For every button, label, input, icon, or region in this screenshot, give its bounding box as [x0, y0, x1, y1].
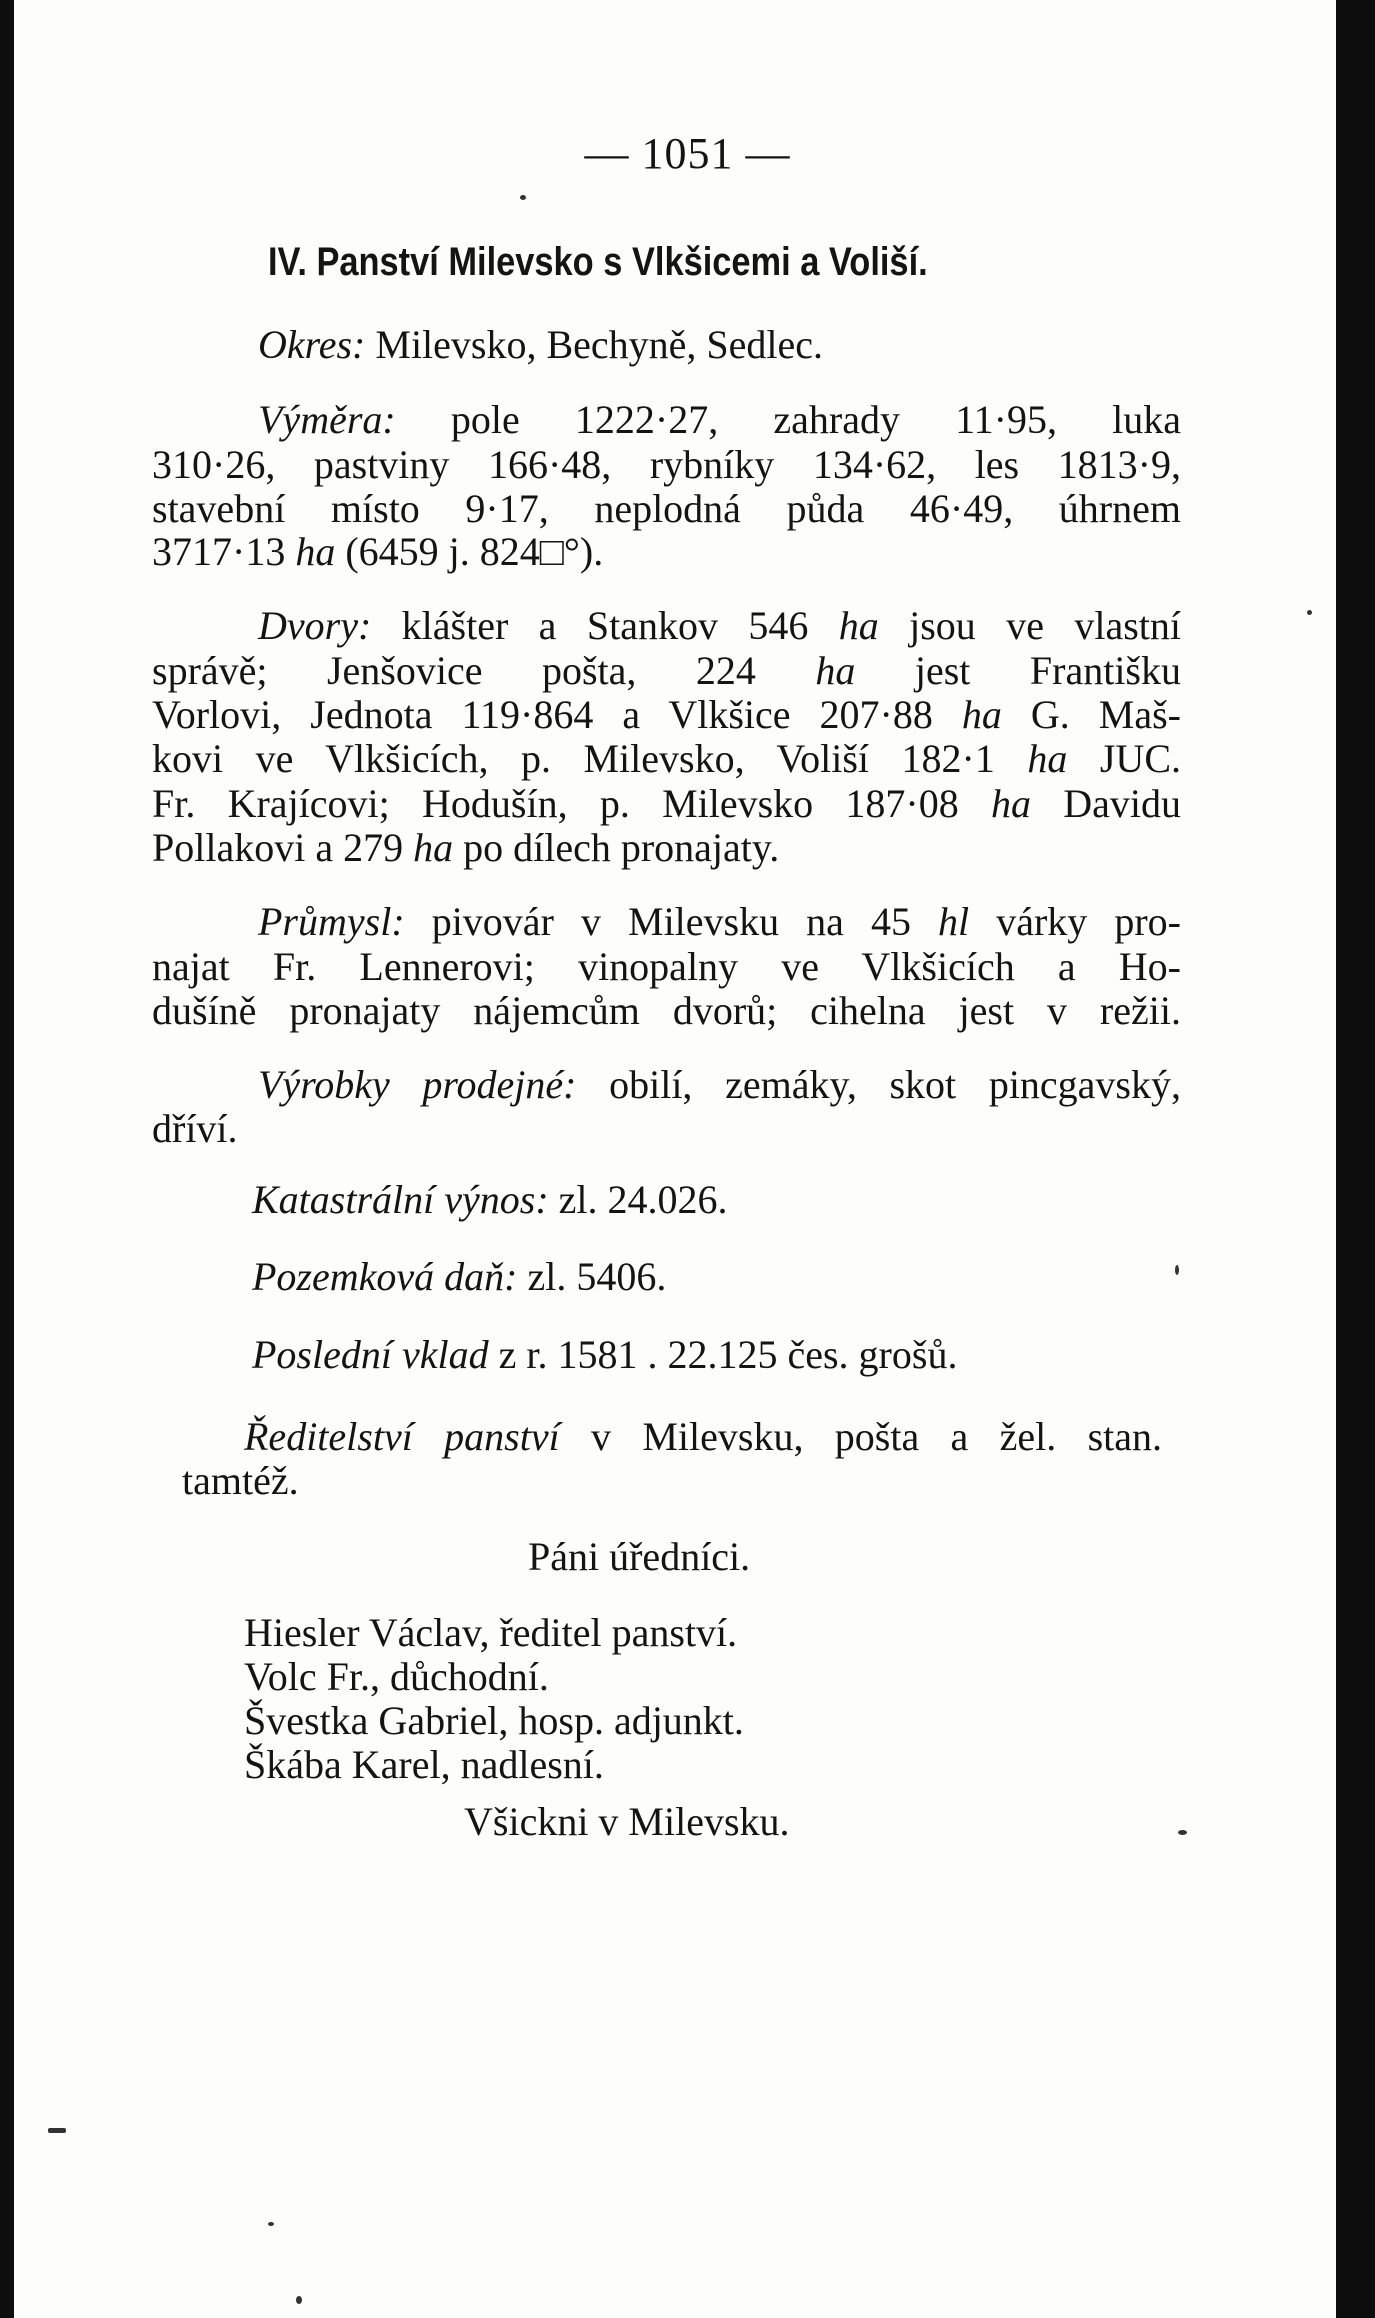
vyrobky-line-2: dříví.: [152, 1106, 238, 1151]
katastralni-label: Katastrální výnos:: [252, 1177, 549, 1222]
vymera-label: Výměra:: [258, 397, 396, 442]
scan-speck: [520, 195, 526, 200]
scan-speck: [1178, 1830, 1187, 1835]
urednik-entry: Volc Fr., důchodní.: [244, 1654, 549, 1699]
posledni-label: Poslední vklad: [252, 1332, 489, 1377]
page-number: — 1051 —: [584, 129, 791, 178]
section-heading: IV. Panství Milevsko s Vlkšicemi a Voliší.: [268, 240, 928, 284]
vymera-line-2: 310·26, pastviny 166·48, rybníky 134·62, les 1813·9,: [152, 442, 1181, 487]
closing-line: Všickni v Milevsku.: [464, 1799, 790, 1844]
vymera-line-4: 3717·13 ha (6459 j. 824□°).: [152, 529, 604, 574]
pozemkova-line: Pozemková daň: zl. 5406.: [252, 1254, 667, 1299]
dvory-line-5: Fr. Krajícovi; Hodušín, p. Milevsko 187·08 ha Davidu: [152, 781, 1181, 826]
riditelstvi-line-1: Ředitelství panství v Milevsku, pošta a žel. stan.: [244, 1414, 1163, 1459]
prumysl-line-3: dušíně pronajaty nájemcům dvorů; cihelna jest v režii.: [152, 988, 1181, 1033]
posledni-line: Poslední vklad z r. 1581 . 22.125 čes. grošů.: [252, 1332, 958, 1377]
vymera-line-3: stavební místo 9·17, neplodná půda 46·49, úhrnem: [152, 486, 1181, 531]
prumysl-label: Průmysl:: [258, 899, 405, 944]
scan-speck: [296, 2296, 302, 2304]
scan-speck: [48, 2128, 66, 2133]
urednici-heading: Páni úředníci.: [528, 1534, 751, 1579]
dvory-line-2: správě; Jenšovice pošta, 224 ha jest Františku: [152, 648, 1181, 693]
prumysl-line-1: Průmysl: pivovár v Milevsku na 45 hl várky pro-: [258, 899, 1181, 944]
urednik-entry: Škába Karel, nadlesní.: [244, 1742, 604, 1787]
katastralni-line: Katastrální výnos: zl. 24.026.: [252, 1177, 728, 1222]
dvory-line-6: Pollakovi a 279 ha po dílech pronajaty.: [152, 825, 780, 870]
dvory-label: Dvory:: [258, 603, 372, 648]
urednik-entry: Švestka Gabriel, hosp. adjunkt.: [244, 1698, 744, 1743]
vyrobky-label: Výrobky prodejné:: [258, 1062, 577, 1107]
prumysl-line-2: najat Fr. Lennerovi; vinopalny ve Vlkšicích a Ho-: [152, 944, 1181, 989]
vymera-line-1: Výměra: pole 1222·27, zahrady 11·95, luka: [258, 397, 1181, 442]
dvory-line-1: Dvory: klášter a Stankov 546 ha jsou ve vlastní: [258, 603, 1181, 648]
pozemkova-label: Pozemková daň:: [252, 1254, 518, 1299]
okres-text: Milevsko, Bechyně, Sedlec.: [365, 322, 824, 367]
scan-speck: [268, 2222, 274, 2226]
scan-edge-right: [1336, 0, 1375, 2318]
okres-line: [258, 323, 823, 367]
riditelstvi-label: Ředitelství panství: [244, 1414, 560, 1459]
scan-edge-left: [0, 0, 14, 2318]
vyrobky-line-1: Výrobky prodejné: obilí, zemáky, skot pincgavský,: [258, 1062, 1181, 1107]
scan-speck: [1175, 1265, 1179, 1275]
okres-label: Okres:: [258, 322, 366, 367]
riditelstvi-line-2: tamtéž.: [182, 1458, 299, 1503]
scan-speck: [1307, 610, 1312, 615]
urednik-entry: Hiesler Václav, ředitel panství.: [244, 1610, 738, 1655]
dvory-line-3: Vorlovi, Jednota 119·864 a Vlkšice 207·88 ha G. Maš-: [152, 692, 1181, 737]
dvory-line-4: kovi ve Vlkšicích, p. Milevsko, Voliší 182·1 ha JUC.: [152, 736, 1181, 781]
